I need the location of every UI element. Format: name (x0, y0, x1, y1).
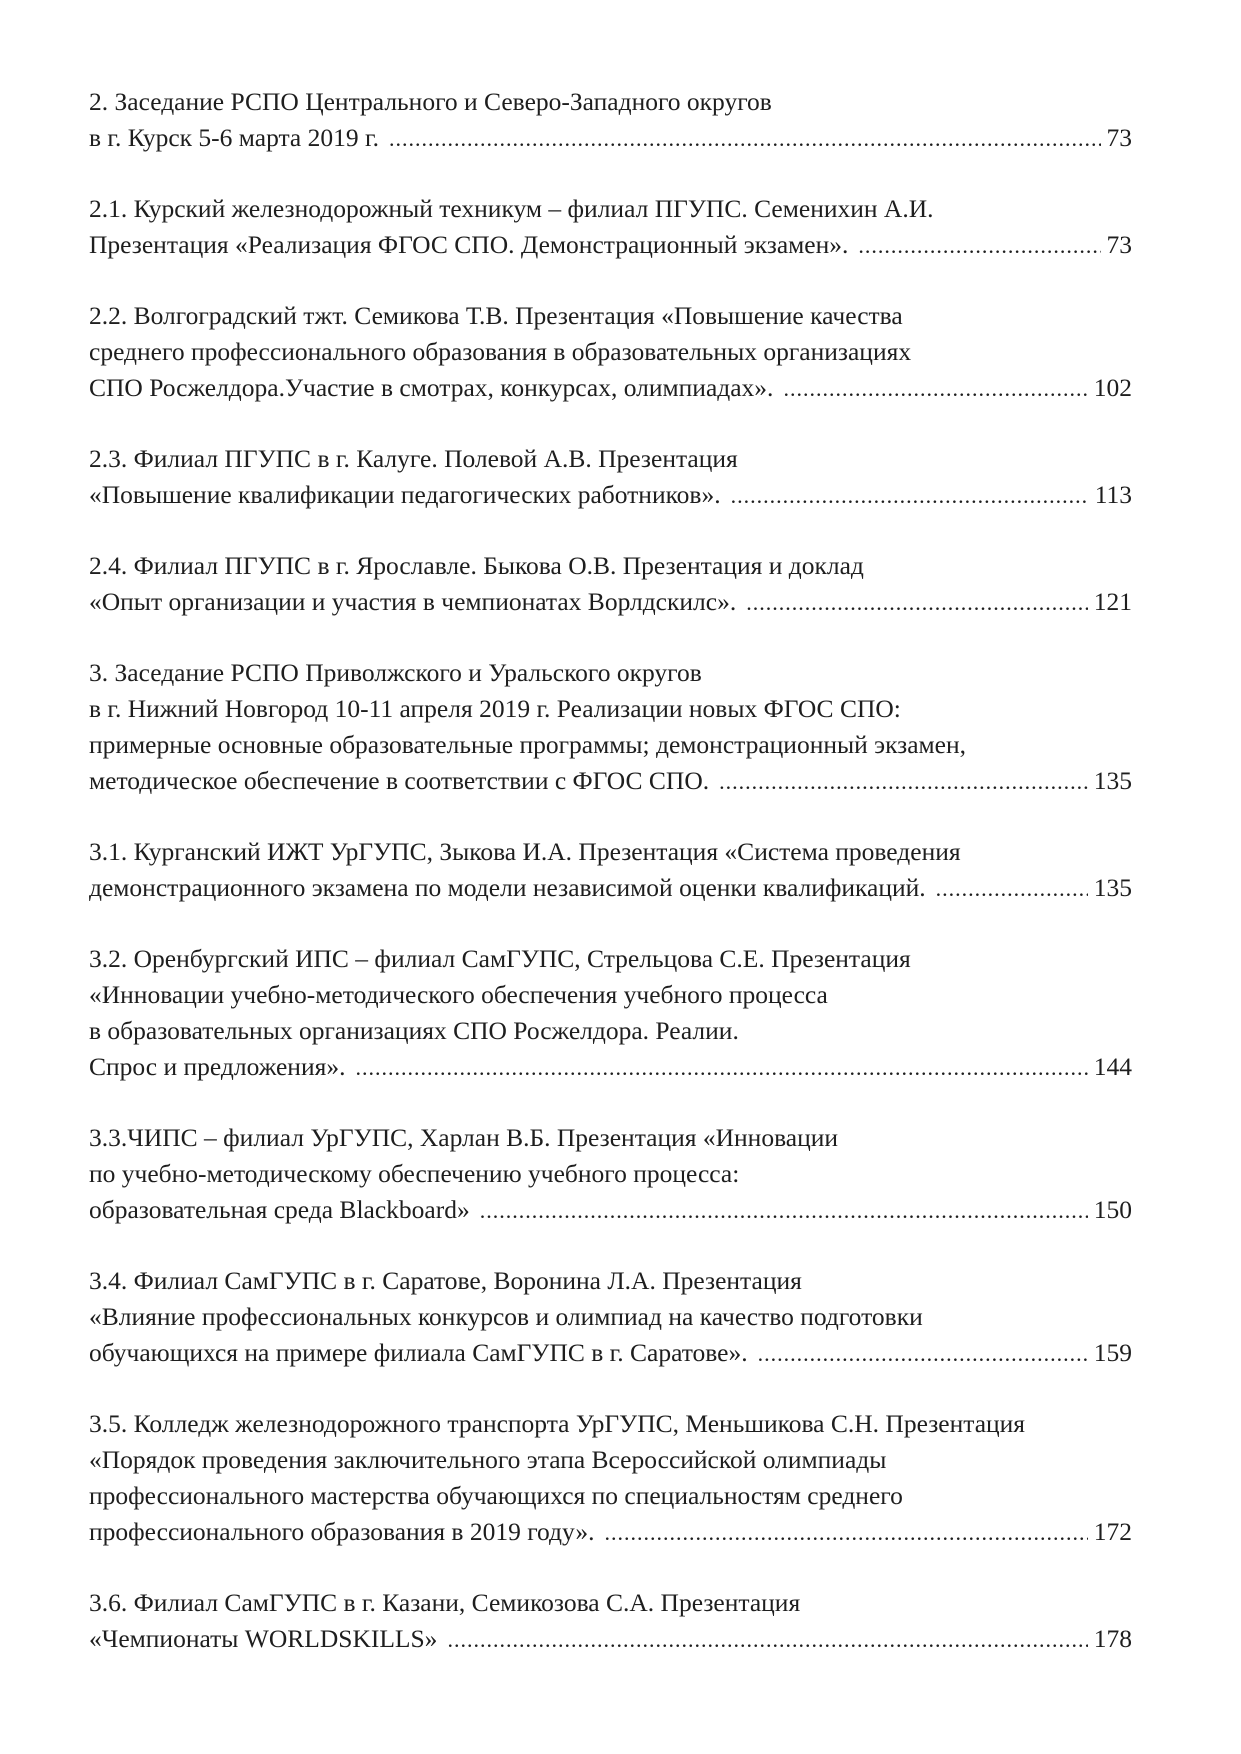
page-number: 121 (1093, 587, 1132, 616)
toc-entry-line: среднего профессионального образования в образовательных организациях (89, 337, 912, 366)
toc-entry-line: 3.3.ЧИПС – филиал УрГУПС, Харлан В.Б. Презентация «Инновации (89, 1123, 839, 1152)
toc-entry-line: 2.1. Курский железнодорожный техникум – филиал ПГУПС. Семенихин А.И. (89, 194, 934, 223)
dot-leader (936, 871, 1088, 907)
toc-entry (89, 1120, 1132, 1228)
dot-leader (480, 1193, 1088, 1229)
toc-entry-line: 3.6. Филиал СамГУПС в г. Казани, Семикозова С.А. Презентация (89, 1588, 801, 1617)
toc-entry-line: 2.2. Волгоградский тжт. Семикова Т.В. Презентация «Повышение качества (89, 301, 903, 330)
toc-entry (89, 298, 1132, 406)
toc-entry (89, 941, 1132, 1085)
toc-entry-line: 2.3. Филиал ПГУПС в г. Калуге. Полевой А.В. Презентация (89, 444, 738, 473)
toc-entry-last-line (89, 870, 1132, 906)
toc-entry-text: «Чемпионаты WORLDSKILLS» (89, 1624, 438, 1653)
toc-entry (89, 441, 1132, 513)
page-number: 159 (1093, 1338, 1132, 1367)
dot-leader (731, 478, 1089, 514)
toc-entry-text: методическое обеспечение в соответствии с ФГОС СПО. (89, 766, 710, 795)
toc-entry-last-line (89, 1514, 1132, 1550)
toc-entry-text: «Повышение квалификации педагогических работников». (89, 480, 721, 509)
page-number: 73 (1106, 123, 1132, 152)
toc-entry (89, 1406, 1132, 1550)
toc-entry-line: 3. Заседание РСПО Приволжского и Уральского округов (89, 658, 702, 687)
toc-entry-last-line (89, 370, 1132, 406)
toc-entry-line: 3.5. Колледж железнодорожного транспорта УрГУПС, Меньшикова С.Н. Презентация (89, 1409, 1026, 1438)
toc-entry-last-line (89, 1335, 1132, 1371)
toc-entry-last-line (89, 1621, 1132, 1657)
dot-leader (355, 1050, 1087, 1086)
page-number: 135 (1093, 873, 1132, 902)
dot-leader (758, 1336, 1088, 1372)
toc-entry-line: по учебно-методическому обеспечению учебного процесса: (89, 1159, 740, 1188)
toc-entry-text: в г. Курск 5-6 марта 2019 г. (89, 123, 379, 152)
toc-entry-line: 3.4. Филиал СамГУПС в г. Саратове, Воронина Л.А. Презентация (89, 1266, 802, 1295)
toc-entry-last-line (89, 227, 1132, 263)
toc-entry-text: Презентация «Реализация ФГОС СПО. Демонстрационный экзамен». (89, 230, 849, 259)
dot-leader (719, 764, 1088, 800)
toc-entry (89, 655, 1132, 799)
toc-entry-line: примерные основные образовательные программы; демонстрационный экзамен, (89, 730, 967, 759)
dot-leader (783, 371, 1087, 407)
page-number: 102 (1093, 373, 1132, 402)
dot-leader (858, 228, 1100, 264)
toc-entry-text: профессионального образования в 2019 году». (89, 1517, 595, 1546)
page-number: 73 (1106, 230, 1132, 259)
toc-entry (89, 1585, 1132, 1657)
toc-entry (89, 191, 1132, 263)
table-of-contents (89, 84, 1132, 1692)
toc-entry-last-line (89, 1049, 1132, 1085)
toc-entry-line: в г. Нижний Новгород 10-11 апреля 2019 г. Реализации новых ФГОС СПО: (89, 694, 901, 723)
toc-entry (89, 84, 1132, 156)
dot-leader (389, 121, 1101, 157)
toc-entry-text: обучающихся на примере филиала СамГУПС в г. Саратове». (89, 1338, 748, 1367)
dot-leader (447, 1622, 1087, 1658)
page-number: 172 (1093, 1517, 1132, 1546)
dot-leader (746, 585, 1088, 621)
toc-entry-line: 2.4. Филиал ПГУПС в г. Ярославле. Быкова О.В. Презентация и доклад (89, 551, 864, 580)
toc-entry-last-line (89, 1192, 1132, 1228)
toc-entry-text: демонстрационного экзамена по модели независимой оценки квалификаций. (89, 873, 926, 902)
toc-entry-text: СПО Росжелдора.Участие в смотрах, конкурсах, олимпиадах». (89, 373, 774, 402)
page-number: 113 (1094, 480, 1132, 509)
toc-entry-last-line (89, 120, 1132, 156)
toc-entry-line: 3.1. Курганский ИЖТ УрГУПС, Зыкова И.А. Презентация «Система проведения (89, 837, 961, 866)
toc-entry-line: в образовательных организациях СПО Росжелдора. Реалии. (89, 1016, 739, 1045)
toc-entry-text: Спрос и предложения». (89, 1052, 346, 1081)
toc-entry-last-line (89, 763, 1132, 799)
page-number: 178 (1093, 1624, 1132, 1653)
page-number: 150 (1093, 1195, 1132, 1224)
toc-entry-line: «Инновации учебно-методического обеспечения учебного процесса (89, 980, 828, 1009)
toc-entry-last-line (89, 477, 1132, 513)
toc-entry-last-line (89, 584, 1132, 620)
toc-entry (89, 834, 1132, 906)
toc-entry-text: образовательная среда Blackboard» (89, 1195, 470, 1224)
toc-entry-line: «Влияние профессиональных конкурсов и олимпиад на качество подготовки (89, 1302, 923, 1331)
toc-entry-line: 2. Заседание РСПО Центрального и Северо-Западного округов (89, 87, 772, 116)
toc-entry-text: «Опыт организации и участия в чемпионатах Ворлдскилс». (89, 587, 737, 616)
page-number: 144 (1093, 1052, 1132, 1081)
toc-entry-line: «Порядок проведения заключительного этапа Всероссийской олимпиады (89, 1445, 887, 1474)
toc-entry-line: 3.2. Оренбургский ИПС – филиал СамГУПС, Стрельцова С.Е. Презентация (89, 944, 911, 973)
toc-entry (89, 1263, 1132, 1371)
page-number: 135 (1093, 766, 1132, 795)
dot-leader (605, 1515, 1088, 1551)
toc-entry-line: профессионального мастерства обучающихся по специальностям среднего (89, 1481, 903, 1510)
toc-entry (89, 548, 1132, 620)
